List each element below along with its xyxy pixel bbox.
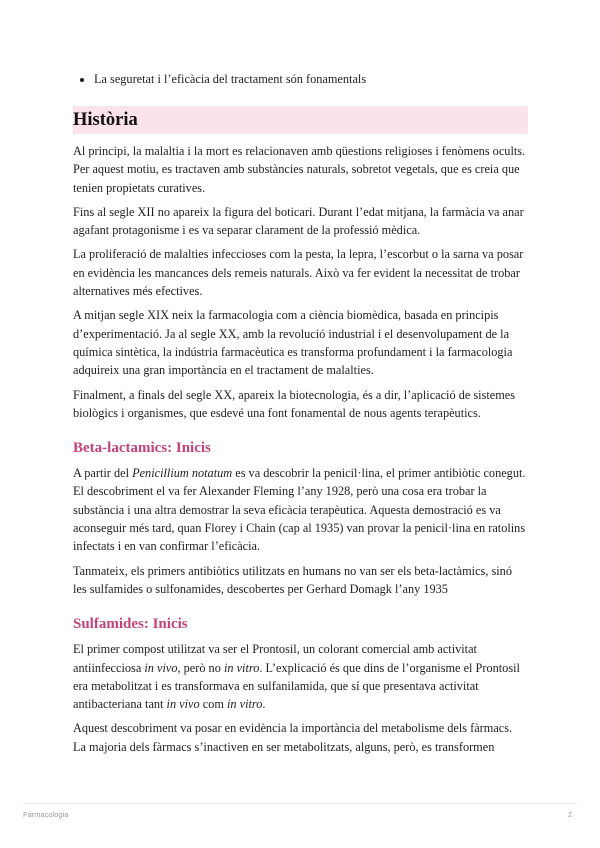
italic-term: Penicillium notatum: [132, 466, 233, 481]
text-run: El primer compost utilitzat va ser el Prontosil, un colorant comercial amb activitat antiinfecciosa: [73, 642, 477, 675]
paragraph: Tanmateix, els primers antibiòtics utilitzats en humans no van ser els beta-lactàmics, sinó les sulfamides o sulfonamides, descobertes per Gerhard Domagk l’any 1935: [73, 563, 512, 596]
italic-term: in vitro: [227, 697, 263, 712]
paragraph: Finalment, a finals del segle XX, apareix la biotecnologia, és a dir, l’aplicació de sistemes biològics i organismes, que esdevé una font fonamental de nous agents terapèutics.: [73, 387, 516, 420]
text-run: .: [262, 697, 266, 712]
footer-title: Farmacologia: [23, 810, 69, 819]
bullet-item: • La seguretat i l’eficàcia del tractament són fonamentals: [94, 70, 528, 88]
paragraph: Aquest descobriment va posar en evidència la importància del metabolisme dels fàrmacs. La majoria dels fàrmacs s’inactiven en ser metabolitzats, alguns, però, es transformen: [73, 721, 513, 754]
paragraph: A mitjan segle XIX neix la farmacologia com a ciència biomèdica, basada en principis d’experimentació. Ja al segle XX, amb la revolució industrial i el desenvolupament de la química sintètica, la indústria farmacèutica es transforma profundament i la farmacologia adquireix una gran importància en el tractament de malalties.: [73, 308, 513, 378]
paragraph: Fins al segle XII no apareix la figura del boticari. Durant l’edat mitjana, la farmàcia va anar agafant protagonisme i es va separar clarament de la professió mèdica.: [73, 204, 524, 238]
text-run: A partir del: [73, 466, 133, 481]
text-run: , però no: [177, 660, 224, 675]
page-content: [73, 70, 528, 762]
footer-divider: [23, 803, 577, 804]
text-run: com: [199, 697, 227, 712]
text-run: es va descobrir la penicil·lina, el primer antibiòtic conegut. El descobriment el va fer Alexander Fleming l’any 1928, però una cosa era trobar la substància i una altra demostrar la seva eficàcia terapèutica. Aquesta demostració es va aconseguir més tard, quan Florey i Chain (cap al 1935) van provar la penicil·lina en ratolins infectats i en van confirmar l’eficàcia.: [73, 466, 526, 554]
italic-term: in vivo: [166, 697, 200, 712]
paragraph: [73, 464, 528, 555]
subsection-heading-beta-lactamics: Beta-lactamics: Inicis: [73, 440, 211, 457]
italic-term: in vitro: [223, 660, 260, 675]
paragraph: [73, 640, 528, 713]
page-number: 2: [568, 810, 573, 819]
paragraph: La proliferació de malalties infeccioses com la pesta, la lepra, l’escorbut o la sarna va posar en evidència les mancances dels remeis naturals. Això va fer evident la necessitat de trobar alternatives més efectives.: [73, 247, 524, 299]
text-run: . L’explicació és que dins de l’organisme el Prontosil era metabolitzat i es transformava en sulfanilamida, que sí que presentava activitat antibacteriana tant: [73, 660, 520, 712]
italic-term: in vivo: [144, 660, 178, 675]
section-heading-historia: Història: [73, 106, 528, 134]
bullet-list: [73, 70, 528, 88]
paragraph: Al principi, la malaltia i la mort es relacionaven amb qüestions religioses i fenòmens ocults. Per aquest motiu, es tractaven amb substàncies naturals, sobretot vegetals, que es creia que tenien propietats curatives.: [73, 144, 526, 195]
subsection-heading-sulfamides: Sulfamides: Inicis: [73, 616, 188, 633]
